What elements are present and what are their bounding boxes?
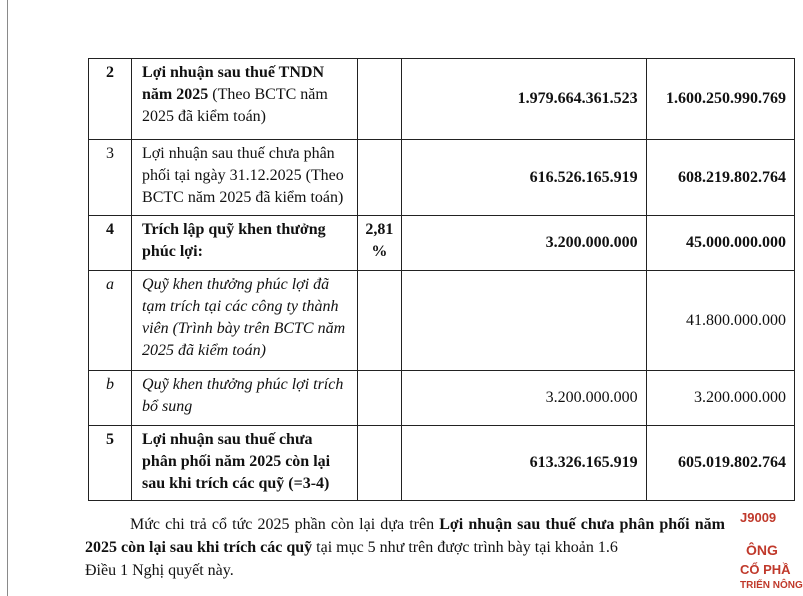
row-value-1: 616.526.165.919 — [401, 140, 646, 216]
row-description: Quỹ khen thưởng phúc lợi trích bổ sung — [132, 371, 358, 426]
row-description: Lợi nhuận sau thuế chưa phân phối năm 2025 còn lại sau khi trích các quỹ (=3-4) — [132, 426, 358, 501]
row-value-2: 3.200.000.000 — [646, 371, 794, 426]
row-number: a — [89, 271, 132, 371]
row-value-1: 613.326.165.919 — [401, 426, 646, 501]
seal-text-1: J9009 — [740, 510, 777, 525]
row-number: 4 — [89, 216, 132, 271]
row-number: 3 — [89, 140, 132, 216]
table-row — [89, 371, 795, 426]
row-value-2: 1.600.250.990.769 — [646, 59, 794, 140]
company-seal — [736, 510, 803, 596]
row-rate — [358, 271, 402, 371]
table-row — [89, 140, 795, 216]
body-paragraph: Mức chi trả cổ tức 2025 phần còn lại dựa trên Lợi nhuận sau thuế chưa phân phối năm 2025 còn lại sau khi trích các quỹ tại mục 5 như trên được trình bày tại khoản 1.6 Điều 1 Nghị quyết này. — [85, 516, 725, 579]
financial-table — [88, 58, 795, 501]
row-value-2: 41.800.000.000 — [646, 271, 794, 371]
row-rate: 2,81 % — [358, 216, 402, 271]
seal-text-4: TRIỂN NÔNG — [740, 580, 803, 591]
row-number: b — [89, 371, 132, 426]
row-value-1 — [401, 271, 646, 371]
row-value-1: 3.200.000.000 — [401, 216, 646, 271]
row-value-2: 605.019.802.764 — [646, 426, 794, 501]
row-value-1: 1.979.664.361.523 — [401, 59, 646, 140]
row-rate — [358, 426, 402, 501]
row-description: Lợi nhuận sau thuế chưa phân phối tại ngày 31.12.2025 (Theo BCTC năm 2025 đã kiểm toán) — [132, 140, 358, 216]
table-row — [89, 59, 795, 140]
seal-text-2: ÔNG — [746, 542, 778, 558]
row-value-1: 3.200.000.000 — [401, 371, 646, 426]
row-description: Lợi nhuận sau thuế TNDN năm 2025 (Theo BCTC năm 2025 đã kiểm toán) — [132, 59, 358, 140]
table-row — [89, 216, 795, 271]
row-value-2: 45.000.000.000 — [646, 216, 794, 271]
row-number: 2 — [89, 59, 132, 140]
row-rate — [358, 371, 402, 426]
row-description: Quỹ khen thưởng phúc lợi đã tạm trích tại các công ty thành viên (Trình bày trên BCTC năm 2025 đã kiểm toán) — [132, 271, 358, 371]
row-number: 5 — [89, 426, 132, 501]
page-edge — [7, 0, 8, 596]
row-value-2: 608.219.802.764 — [646, 140, 794, 216]
row-description: Trích lập quỹ khen thưởng phúc lợi: — [132, 216, 358, 271]
row-rate — [358, 59, 402, 140]
table-row — [89, 271, 795, 371]
row-rate — [358, 140, 402, 216]
table-row — [89, 426, 795, 501]
seal-text-3: CỔ PHẦ — [740, 562, 791, 577]
